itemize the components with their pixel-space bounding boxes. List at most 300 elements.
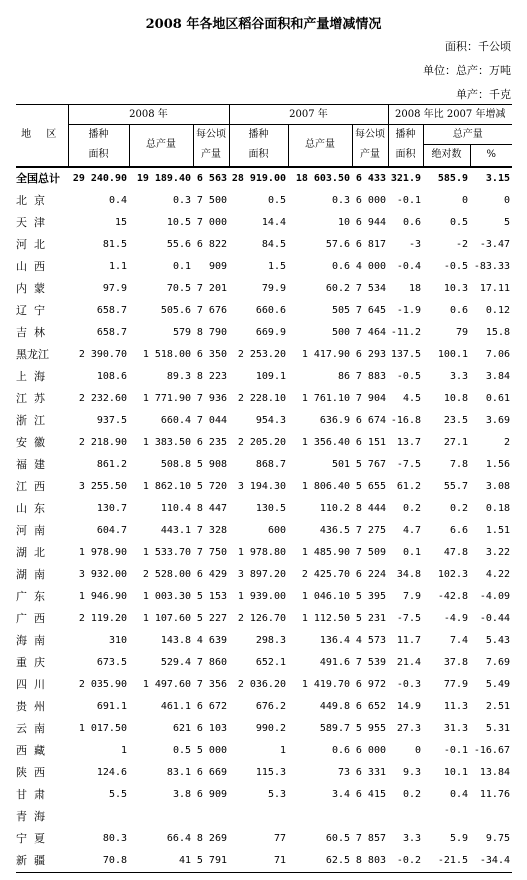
cell-o08: 508.8: [160, 458, 191, 470]
cell-y08: 7 044: [196, 414, 227, 426]
cell-pct: -83.33: [473, 260, 510, 272]
cell-da: 0.2: [402, 788, 421, 800]
cell-pct: 3.15: [485, 172, 510, 184]
cell-o08: 1 533.70: [142, 546, 191, 558]
cell-o08: 1 518.00: [142, 348, 191, 360]
table-row: [16, 366, 512, 388]
cell-a07: 71: [229, 850, 288, 873]
cell-da: 0.2: [402, 502, 421, 514]
cell-da: 27.3: [396, 722, 421, 734]
cell-abs: -42.8: [437, 590, 468, 602]
cell-y08: 5 908: [196, 458, 227, 470]
cell-pct: 0.61: [485, 392, 510, 404]
cell-o07: 3.4: [331, 788, 350, 800]
cell-a07: 14.4: [261, 216, 286, 228]
cell-y08: 5 791: [193, 850, 229, 873]
header-sown-area-2008-l2: 面积: [68, 145, 129, 167]
table-row: [16, 696, 512, 718]
header-yield-2008-l2: 产量: [193, 145, 229, 167]
region-name: 海南: [16, 633, 52, 647]
cell-a08: 124.6: [96, 766, 127, 778]
cell-o08: 579: [172, 326, 191, 338]
cell-o07: 18 603.50: [295, 172, 350, 184]
cell-y07: [352, 806, 388, 828]
region-name: 河南: [16, 523, 52, 537]
cell-pct: 3.69: [485, 414, 510, 426]
region-name: 贵州: [16, 699, 52, 713]
cell-pct: 13.84: [479, 766, 510, 778]
header-yield-2007-l1: 每公顷: [352, 125, 388, 145]
table-row: [16, 388, 512, 410]
cell-o07: 62.5: [288, 850, 352, 873]
cell-o08: 1 497.60: [142, 678, 191, 690]
cell-pct: 5.31: [485, 722, 510, 734]
cell-o08: 1 862.10: [142, 480, 191, 492]
cell-da: 3.3: [402, 832, 421, 844]
region-name: 云南: [16, 721, 52, 735]
cell-abs: 10.3: [443, 282, 468, 294]
cell-abs: -0.1: [443, 744, 468, 756]
cell-da: -0.1: [396, 194, 421, 206]
cell-o07: 501: [331, 458, 350, 470]
cell-o07: 0.6: [331, 744, 350, 756]
cell-y08: 7 750: [196, 546, 227, 558]
cell-abs: 0.2: [449, 502, 468, 514]
region-name: 北京: [16, 193, 52, 207]
cell-a08: 5.5: [108, 788, 127, 800]
cell-a08: 861.2: [96, 458, 127, 470]
cell-abs: 10.1: [443, 766, 468, 778]
cell-o07: 1 806.40: [301, 480, 350, 492]
cell-pct: 2.51: [485, 700, 510, 712]
cell-o07: 449.8: [319, 700, 350, 712]
region-name: 陕西: [16, 765, 52, 779]
cell-da: 21.4: [396, 656, 421, 668]
cell-o08: 10.5: [166, 216, 191, 228]
cell-a08: 604.7: [96, 524, 127, 536]
cell-a07: 1 939.00: [237, 590, 286, 602]
region-name: 安徽: [16, 435, 52, 449]
cell-y08: 6 563: [196, 172, 227, 184]
cell-o07: [288, 806, 352, 828]
cell-abs: 0.5: [449, 216, 468, 228]
region-name: 全国总计: [16, 171, 60, 185]
cell-a07: 77: [273, 832, 286, 844]
table-row: [16, 850, 512, 873]
cell-da: 137.5: [390, 348, 421, 360]
region-name: 宁夏: [16, 831, 52, 845]
cell-pct: 9.75: [485, 832, 510, 844]
cell-y08: 8 447: [196, 502, 227, 514]
cell-abs: 6.6: [449, 524, 468, 536]
table-row: [16, 828, 512, 850]
cell-a08: 310: [108, 634, 127, 646]
cell-abs: 23.5: [443, 414, 468, 426]
cell-y08: 6 669: [196, 766, 227, 778]
cell-a08: 80.3: [102, 832, 127, 844]
region-name: 广西: [16, 611, 52, 625]
cell-y08: 7 676: [196, 304, 227, 316]
cell-pct: 3.84: [485, 370, 510, 382]
header-change-percent: %: [470, 145, 512, 167]
cell-pct: 5: [503, 216, 510, 228]
cell-abs: 11.3: [443, 700, 468, 712]
header-sown-area-2007-l2: 面积: [229, 145, 288, 167]
cell-o07: 1 761.10: [301, 392, 350, 404]
region-name: 浙江: [16, 413, 52, 427]
table-row: [16, 564, 512, 586]
cell-abs: 27.1: [443, 436, 468, 448]
cell-o08: 0.5: [172, 744, 191, 756]
cell-a07: 1.5: [267, 260, 286, 272]
cell-da: -0.5: [396, 370, 421, 382]
cell-a07: 1: [279, 744, 286, 756]
cell-da: 9.3: [402, 766, 421, 778]
cell-o08: 0.3: [172, 194, 191, 206]
cell-abs: 100.1: [437, 348, 468, 360]
cell-y07: 6 415: [355, 788, 386, 800]
cell-a08: 3 932.00: [78, 568, 127, 580]
cell-abs: 55.7: [443, 480, 468, 492]
cell-a08: 70.8: [68, 850, 129, 873]
cell-abs: 0.4: [449, 788, 468, 800]
cell-y08: 6 909: [196, 788, 227, 800]
table-row: [16, 718, 512, 740]
cell-o08: 3.8: [172, 788, 191, 800]
cell-a08: 2 035.90: [78, 678, 127, 690]
cell-a08: 673.5: [96, 656, 127, 668]
table-row: [16, 190, 512, 212]
cell-o07: 436.5: [319, 524, 350, 536]
cell-o07: 110.2: [319, 502, 350, 514]
cell-o07: 60.5: [325, 832, 350, 844]
cell-pct: 17.11: [479, 282, 510, 294]
cell-o08: 66.4: [166, 832, 191, 844]
cell-da: 0: [414, 744, 421, 756]
cell-da: 13.7: [396, 436, 421, 448]
region-name: 内蒙: [16, 281, 52, 295]
cell-o08: 1 003.30: [142, 590, 191, 602]
cell-o08: 443.1: [160, 524, 191, 536]
cell-a07: 2 205.20: [237, 436, 286, 448]
cell-da: -7.5: [396, 612, 421, 624]
cell-da: -0.3: [396, 678, 421, 690]
table-row: [16, 432, 512, 454]
cell-y07: 5 231: [355, 612, 386, 624]
cell-y08: 6 672: [196, 700, 227, 712]
cell-da: -0.4: [396, 260, 421, 272]
cell-a07: 5.3: [267, 788, 286, 800]
cell-abs: 5.9: [449, 832, 468, 844]
cell-da: -7.5: [396, 458, 421, 470]
header-change-output: 总产量: [423, 125, 512, 145]
cell-y07: 6 674: [355, 414, 386, 426]
cell-y07: 7 857: [355, 832, 386, 844]
cell-a08: 937.5: [96, 414, 127, 426]
cell-o07: 1 356.40: [301, 436, 350, 448]
cell-a08: 15: [114, 216, 127, 228]
cell-y08: 8 269: [196, 832, 227, 844]
cell-a07: 115.3: [255, 766, 286, 778]
region-name: 黑龙江: [16, 347, 49, 361]
cell-pct: -0.44: [479, 612, 510, 624]
cell-da: 0.6: [402, 216, 421, 228]
cell-y08: [193, 806, 229, 828]
cell-y07: 7 509: [355, 546, 386, 558]
cell-a08: 2 218.90: [78, 436, 127, 448]
cell-a07: 2 126.70: [237, 612, 286, 624]
cell-a07: 79.9: [261, 282, 286, 294]
cell-o08: 660.4: [160, 414, 191, 426]
table-row: [16, 234, 512, 256]
cell-abs: -2: [455, 238, 468, 250]
cell-y07: 6 224: [355, 568, 386, 580]
cell-o07: 1 419.70: [301, 678, 350, 690]
region-name: 上海: [16, 369, 52, 383]
cell-abs: [423, 806, 470, 828]
cell-da: 0.1: [402, 546, 421, 558]
cell-y07: 6 433: [355, 172, 386, 184]
cell-o08: 110.4: [160, 502, 191, 514]
cell-pct: 5.43: [485, 634, 510, 646]
table-row: [16, 300, 512, 322]
table-row: [16, 498, 512, 520]
cell-a08: 81.5: [102, 238, 127, 250]
cell-o07: 0.6: [331, 260, 350, 272]
header-output-2007: 总产量: [288, 125, 352, 167]
cell-y08: 6 429: [196, 568, 227, 580]
cell-o07: 589.7: [319, 722, 350, 734]
cell-abs: 585.9: [437, 172, 468, 184]
cell-da: 14.9: [396, 700, 421, 712]
cell-a07: 652.1: [255, 656, 286, 668]
cell-abs: 31.3: [443, 722, 468, 734]
cell-o07: 491.6: [319, 656, 350, 668]
cell-y08: 7 356: [196, 678, 227, 690]
cell-y08: 7 000: [196, 216, 227, 228]
cell-o07: 1 417.90: [301, 348, 350, 360]
table-row: [16, 652, 512, 674]
cell-y07: 6 293: [355, 348, 386, 360]
cell-pct: -16.67: [473, 744, 510, 756]
cell-y07: 8 803: [352, 850, 388, 873]
cell-a07: 130.5: [255, 502, 286, 514]
cell-o08: [129, 806, 193, 828]
cell-a07: 954.3: [255, 414, 286, 426]
table-row: [16, 476, 512, 498]
cell-y07: 6 000: [355, 744, 386, 756]
header-year-2007: 2007 年: [229, 105, 388, 125]
cell-y08: 7 860: [196, 656, 227, 668]
cell-o08: 529.4: [160, 656, 191, 668]
cell-pct: -3.47: [479, 238, 510, 250]
cell-o07: 73: [337, 766, 350, 778]
header-change-area-l2: 面积: [388, 145, 423, 167]
region-name: 重庆: [16, 655, 52, 669]
cell-da: -16.8: [390, 414, 421, 426]
cell-a07: 868.7: [255, 458, 286, 470]
cell-y07: 7 275: [355, 524, 386, 536]
header-yield-2008-l1: 每公顷: [193, 125, 229, 145]
cell-a07: 0.5: [267, 194, 286, 206]
cell-y07: 6 817: [355, 238, 386, 250]
cell-abs: 79: [455, 326, 468, 338]
table-row: [16, 586, 512, 608]
header-change-area-l1: 播种: [388, 125, 423, 145]
cell-o07: 57.6: [325, 238, 350, 250]
cell-o07: 60.2: [325, 282, 350, 294]
region-name: 湖南: [16, 567, 52, 581]
cell-y07: 6 151: [355, 436, 386, 448]
region-name: 新疆: [16, 850, 68, 873]
cell-y07: 7 464: [355, 326, 386, 338]
table-row: [16, 278, 512, 300]
cell-da: 321.9: [390, 172, 421, 184]
cell-pct: 0: [503, 194, 510, 206]
cell-a07: 1 978.80: [237, 546, 286, 558]
cell-o07: 1 485.90: [301, 546, 350, 558]
cell-da: -3: [408, 238, 421, 250]
cell-o08: 70.5: [166, 282, 191, 294]
cell-o08: 55.6: [166, 238, 191, 250]
cell-y07: 5 655: [355, 480, 386, 492]
cell-a08: 2 119.20: [78, 612, 127, 624]
cell-pct: -4.09: [479, 590, 510, 602]
table-row: [16, 542, 512, 564]
cell-o08: 143.8: [160, 634, 191, 646]
cell-pct: 7.69: [485, 656, 510, 668]
cell-y07: 4 573: [355, 634, 386, 646]
region-name: 山西: [16, 259, 52, 273]
cell-a07: 3 194.30: [237, 480, 286, 492]
cell-y08: 5 153: [196, 590, 227, 602]
cell-o08: 0.1: [172, 260, 191, 272]
cell-pct: 2: [503, 436, 510, 448]
cell-pct: [470, 806, 512, 828]
cell-y07: 7 534: [355, 282, 386, 294]
cell-y07: 6 652: [355, 700, 386, 712]
table-row: [16, 608, 512, 630]
cell-o08: 1 771.90: [142, 392, 191, 404]
cell-y07: 8 444: [355, 502, 386, 514]
cell-a07: 660.6: [255, 304, 286, 316]
cell-o08: 41: [129, 850, 193, 873]
cell-abs: 102.3: [437, 568, 468, 580]
region-name: 青海: [16, 809, 52, 823]
cell-a08: 1.1: [108, 260, 127, 272]
cell-pct: -34.4: [470, 850, 512, 873]
cell-y07: 5 395: [355, 590, 386, 602]
cell-a08: 1 017.50: [78, 722, 127, 734]
cell-y08: 6 235: [196, 436, 227, 448]
cell-a07: 109.1: [255, 370, 286, 382]
cell-y08: 7 201: [196, 282, 227, 294]
cell-abs: -21.5: [423, 850, 470, 873]
cell-y07: 7 883: [355, 370, 386, 382]
region-name: 河北: [16, 237, 52, 251]
cell-y07: 6 331: [355, 766, 386, 778]
cell-a08: 1: [120, 744, 127, 756]
cell-y07: 5 767: [355, 458, 386, 470]
cell-o08: 83.1: [166, 766, 191, 778]
cell-a08: 29 240.90: [72, 172, 127, 184]
cell-da: 18: [408, 282, 421, 294]
cell-o07: 500: [331, 326, 350, 338]
cell-abs: -4.9: [443, 612, 468, 624]
cell-pct: 15.8: [485, 326, 510, 338]
header-yield-2007-l2: 产量: [352, 145, 388, 167]
cell-da: [388, 806, 423, 828]
region-name: 山东: [16, 501, 52, 515]
cell-a08: 1 978.90: [78, 546, 127, 558]
cell-o07: 0.3: [331, 194, 350, 206]
cell-a07: 600: [267, 524, 286, 536]
cell-a07: 84.5: [261, 238, 286, 250]
cell-y07: 4 000: [355, 260, 386, 272]
table-row: [16, 806, 512, 828]
cell-abs: 10.8: [443, 392, 468, 404]
cell-a07: 3 897.20: [237, 568, 286, 580]
cell-a08: 691.1: [96, 700, 127, 712]
cell-y07: 7 539: [355, 656, 386, 668]
region-name: 吉林: [16, 325, 52, 339]
table-body: [16, 167, 512, 873]
cell-pct: 4.22: [485, 568, 510, 580]
cell-o08: 1 383.50: [142, 436, 191, 448]
table-row: [16, 344, 512, 366]
cell-y08: 8 223: [196, 370, 227, 382]
region-name: 西藏: [16, 743, 52, 757]
region-name: 湖北: [16, 545, 52, 559]
cell-o07: 2 425.70: [301, 568, 350, 580]
cell-a08: 2 390.70: [78, 348, 127, 360]
cell-a08: [68, 806, 129, 828]
cell-da: -0.2: [388, 850, 423, 873]
region-name: 天津: [16, 215, 52, 229]
cell-y07: 7 904: [355, 392, 386, 404]
cell-pct: 7.06: [485, 348, 510, 360]
cell-y07: 6 972: [355, 678, 386, 690]
table-row: [16, 212, 512, 234]
cell-da: 7.9: [402, 590, 421, 602]
header-change-absolute: 绝对数: [423, 145, 470, 167]
cell-a08: 658.7: [96, 304, 127, 316]
cell-o08: 89.3: [166, 370, 191, 382]
cell-a07: [229, 806, 288, 828]
table-row: [16, 740, 512, 762]
cell-abs: 3.3: [449, 370, 468, 382]
table-row: [16, 630, 512, 652]
region-name: 辽宁: [16, 303, 52, 317]
cell-o08: 2 528.00: [142, 568, 191, 580]
cell-a08: 658.7: [96, 326, 127, 338]
cell-pct: 0.12: [485, 304, 510, 316]
cell-abs: 37.8: [443, 656, 468, 668]
cell-a07: 2 253.20: [237, 348, 286, 360]
cell-o07: 505: [331, 304, 350, 316]
region-name: 福建: [16, 457, 52, 471]
cell-abs: 0.6: [449, 304, 468, 316]
cell-a08: 3 255.50: [78, 480, 127, 492]
table-row: [16, 410, 512, 432]
cell-a08: 97.9: [102, 282, 127, 294]
table-row: [16, 762, 512, 784]
table-row: [16, 322, 512, 344]
cell-a07: 676.2: [255, 700, 286, 712]
cell-da: -1.9: [396, 304, 421, 316]
cell-a08: 108.6: [96, 370, 127, 382]
cell-o08: 461.1: [160, 700, 191, 712]
